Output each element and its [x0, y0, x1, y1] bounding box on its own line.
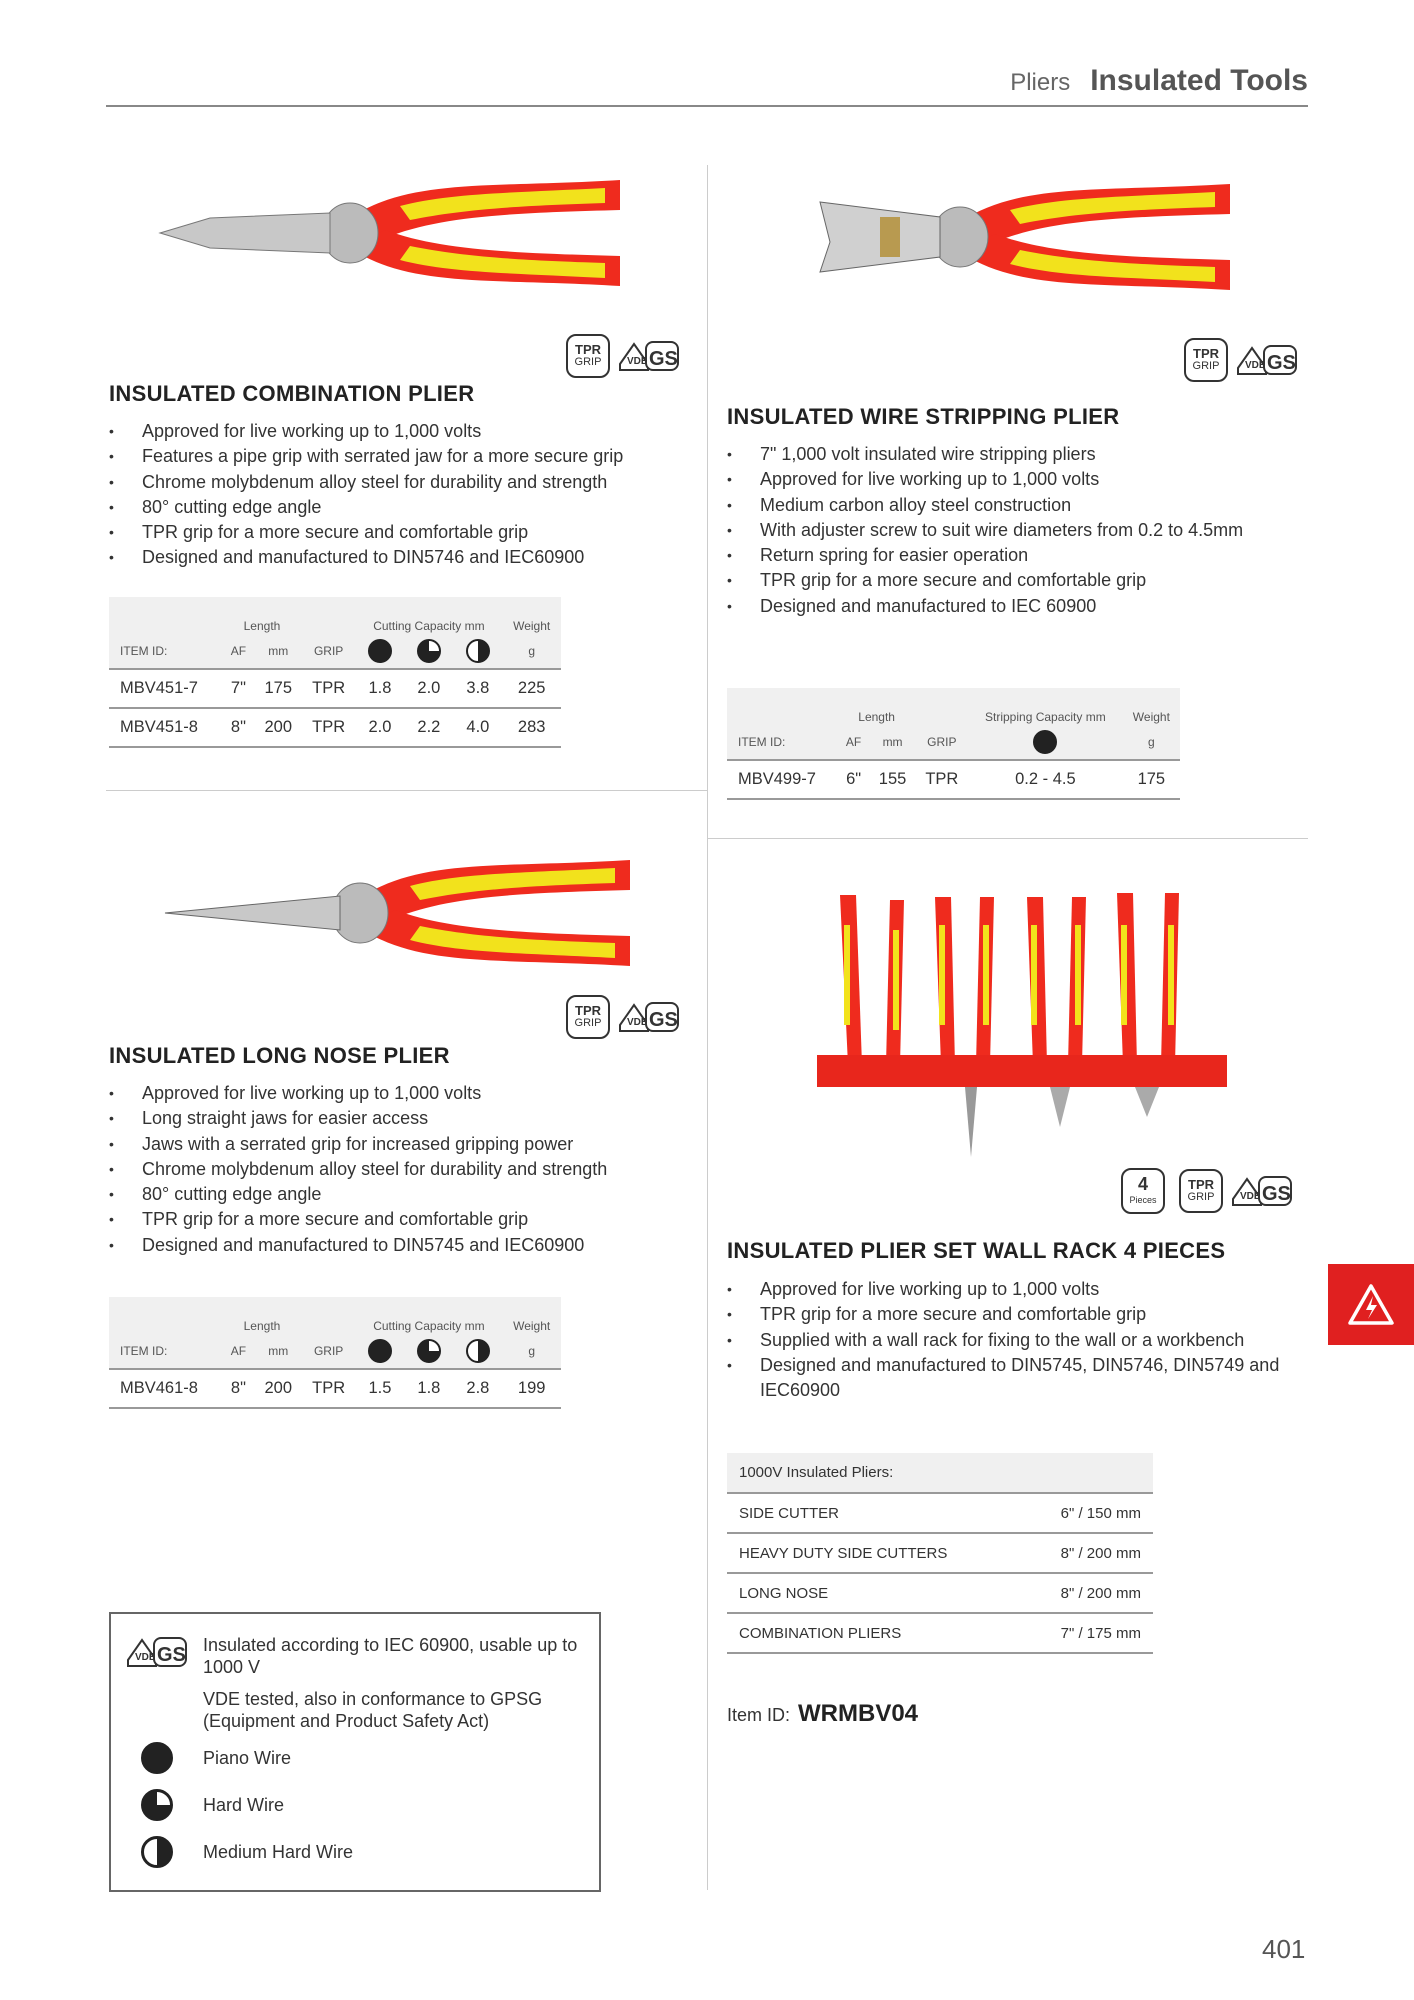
- page-header: [1010, 64, 1308, 98]
- product-badges: [1184, 338, 1298, 382]
- table-row: COMBINATION PLIERS 7" / 175 mm: [727, 1613, 1153, 1653]
- piano-wire-icon: [1033, 730, 1057, 754]
- product-title: INSULATED LONG NOSE PLIER: [109, 1043, 450, 1068]
- legend-medium: Medium Hard Wire: [111, 1836, 353, 1868]
- medium-hard-wire-icon: [466, 639, 490, 663]
- feature-item: • Approved for live working up to 1,000 volts: [727, 467, 1267, 492]
- vde-gs-icon: [618, 338, 680, 374]
- vde-gs-icon: [126, 1634, 188, 1670]
- electrical-hazard-tab: [1328, 1264, 1414, 1345]
- feature-item: • 7" 1,000 volt insulated wire stripping pliers: [727, 442, 1267, 467]
- page-number: 401: [1262, 1934, 1306, 1964]
- feature-item: • Supplied with a wall rack for fixing to the wall or a workbench: [727, 1328, 1307, 1353]
- spec-table: Length Cutting Capacity mm Weight ITEM ID: AF mm GRIP g MBV461-8 8" 200 TPR 1.5 1.8 2.8 199: [109, 1297, 561, 1409]
- plier-wall-rack-image: [815, 885, 1235, 1170]
- piano-wire-icon: [368, 1339, 392, 1363]
- feature-list: [727, 442, 1267, 619]
- table-row: MBV499-7 6" 155 TPR 0.2 - 4.5 175: [727, 760, 1180, 799]
- feature-item: • With adjuster screw to suit wire diameters from 0.2 to 4.5mm: [727, 518, 1267, 543]
- hard-wire-icon: [141, 1789, 173, 1821]
- product-title: INSULATED PLIER SET WALL RACK 4 PIECES: [727, 1238, 1226, 1263]
- legend-box: [109, 1612, 601, 1892]
- product-badges: [566, 995, 680, 1039]
- rack-contents-table: 1000V Insulated Pliers: SIDE CUTTER 6" / 150 mm HEAVY DUTY SIDE CUTTERS 8" / 200 mm LONG NOSE 8" / 200 mm COMBINATION PLIERS 7" / 175 mm: [727, 1453, 1153, 1654]
- piano-wire-icon: [141, 1742, 173, 1774]
- section-label: Pliers: [1010, 69, 1071, 96]
- spec-table: Length Cutting Capacity mm Weight ITEM ID: AF mm GRIP g MBV451-7 7" 175 TPR 1.8 2.0 3.8 225 MBV451-8 8" 200 TPR 2.0 2.2 4.0 283: [109, 597, 561, 748]
- tpr-grip-badge: TPR GRIP: [1184, 338, 1228, 382]
- vde-gs-icon: [1236, 342, 1298, 378]
- feature-item: • 80° cutting edge angle: [109, 495, 699, 520]
- product-title: INSULATED COMBINATION PLIER: [109, 381, 475, 406]
- feature-item: • TPR grip for a more secure and comfortable grip: [109, 1207, 699, 1232]
- item-id: Item ID: WRMBV04: [727, 1700, 919, 1727]
- vde-gs-icon: [618, 999, 680, 1035]
- feature-item: • Designed and manufactured to IEC 60900: [727, 594, 1267, 619]
- feature-list: [727, 1277, 1307, 1403]
- table-row: MBV451-8 8" 200 TPR 2.0 2.2 4.0 283: [109, 708, 561, 747]
- legend-piano: Piano Wire: [111, 1742, 291, 1774]
- feature-item: • Chrome molybdenum alloy steel for durability and strength: [109, 470, 699, 495]
- table-row: SIDE CUTTER 6" / 150 mm: [727, 1493, 1153, 1533]
- feature-list: [109, 1081, 699, 1258]
- feature-item: • Designed and manufactured to DIN5745, DIN5746, DIN5749 and IEC60900: [727, 1353, 1307, 1404]
- feature-item: • Medium carbon alloy steel construction: [727, 493, 1267, 518]
- legend-insulated: Insulated according to IEC 60900, usable up to 1000 V: [111, 1634, 583, 1678]
- combination-plier-image: [150, 158, 620, 318]
- feature-item: • Designed and manufactured to DIN5745 and IEC60900: [109, 1233, 699, 1258]
- page-title: Insulated Tools: [1090, 64, 1308, 97]
- product-badges: [1121, 1168, 1293, 1214]
- tpr-grip-badge: TPR GRIP: [1179, 1169, 1223, 1213]
- column-divider: [707, 165, 708, 1890]
- feature-item: • Long straight jaws for easier access: [109, 1106, 699, 1131]
- product-badges: [566, 334, 680, 378]
- feature-item: • Chrome molybdenum alloy steel for durability and strength: [109, 1157, 699, 1182]
- piano-wire-icon: [368, 639, 392, 663]
- product-title: INSULATED WIRE STRIPPING PLIER: [727, 404, 1120, 429]
- feature-item: • Approved for live working up to 1,000 volts: [109, 419, 699, 444]
- feature-item: • Features a pipe grip with serrated jaw for a more secure grip: [109, 444, 699, 469]
- feature-item: • Approved for live working up to 1,000 volts: [109, 1081, 699, 1106]
- warning-lightning-icon: [1347, 1283, 1395, 1327]
- spec-table: Length Stripping Capacity mm Weight ITEM ID: AF mm GRIP g MBV499-7 6" 155 TPR 0.2 - 4.5 175: [727, 688, 1180, 800]
- section-divider: [106, 790, 707, 791]
- pieces-badge: 4 Pieces: [1121, 1168, 1165, 1214]
- medium-hard-wire-icon: [466, 1339, 490, 1363]
- table-row: LONG NOSE 8" / 200 mm: [727, 1573, 1153, 1613]
- feature-item: • Jaws with a serrated grip for increased gripping power: [109, 1132, 699, 1157]
- header-rule: [106, 105, 1308, 107]
- feature-item: • Approved for live working up to 1,000 volts: [727, 1277, 1307, 1302]
- long-nose-plier-image: [160, 838, 630, 998]
- table-row: MBV451-7 7" 175 TPR 1.8 2.0 3.8 225: [109, 669, 561, 708]
- legend-hard: Hard Wire: [111, 1789, 284, 1821]
- feature-item: • Designed and manufactured to DIN5746 and IEC60900: [109, 545, 699, 570]
- feature-item: • 80° cutting edge angle: [109, 1182, 699, 1207]
- feature-item: • TPR grip for a more secure and comfortable grip: [727, 1302, 1307, 1327]
- section-divider: [707, 838, 1308, 839]
- tpr-grip-badge: TPR GRIP: [566, 334, 610, 378]
- legend-vde: VDE tested, also in conformance to GPSG (Equipment and Product Safety Act): [203, 1689, 543, 1731]
- hard-wire-icon: [417, 1339, 441, 1363]
- table-row: HEAVY DUTY SIDE CUTTERS 8" / 200 mm: [727, 1533, 1153, 1573]
- vde-gs-icon: [1231, 1173, 1293, 1209]
- table-row: MBV461-8 8" 200 TPR 1.5 1.8 2.8 199: [109, 1369, 561, 1408]
- feature-list: [109, 419, 699, 571]
- tpr-grip-badge: TPR GRIP: [566, 995, 610, 1039]
- feature-item: • TPR grip for a more secure and comfortable grip: [727, 568, 1267, 593]
- feature-item: • Return spring for easier operation: [727, 543, 1267, 568]
- feature-item: • TPR grip for a more secure and comfortable grip: [109, 520, 699, 545]
- hard-wire-icon: [417, 639, 441, 663]
- wire-stripping-plier-image: [760, 162, 1230, 322]
- medium-hard-wire-icon: [141, 1836, 173, 1868]
